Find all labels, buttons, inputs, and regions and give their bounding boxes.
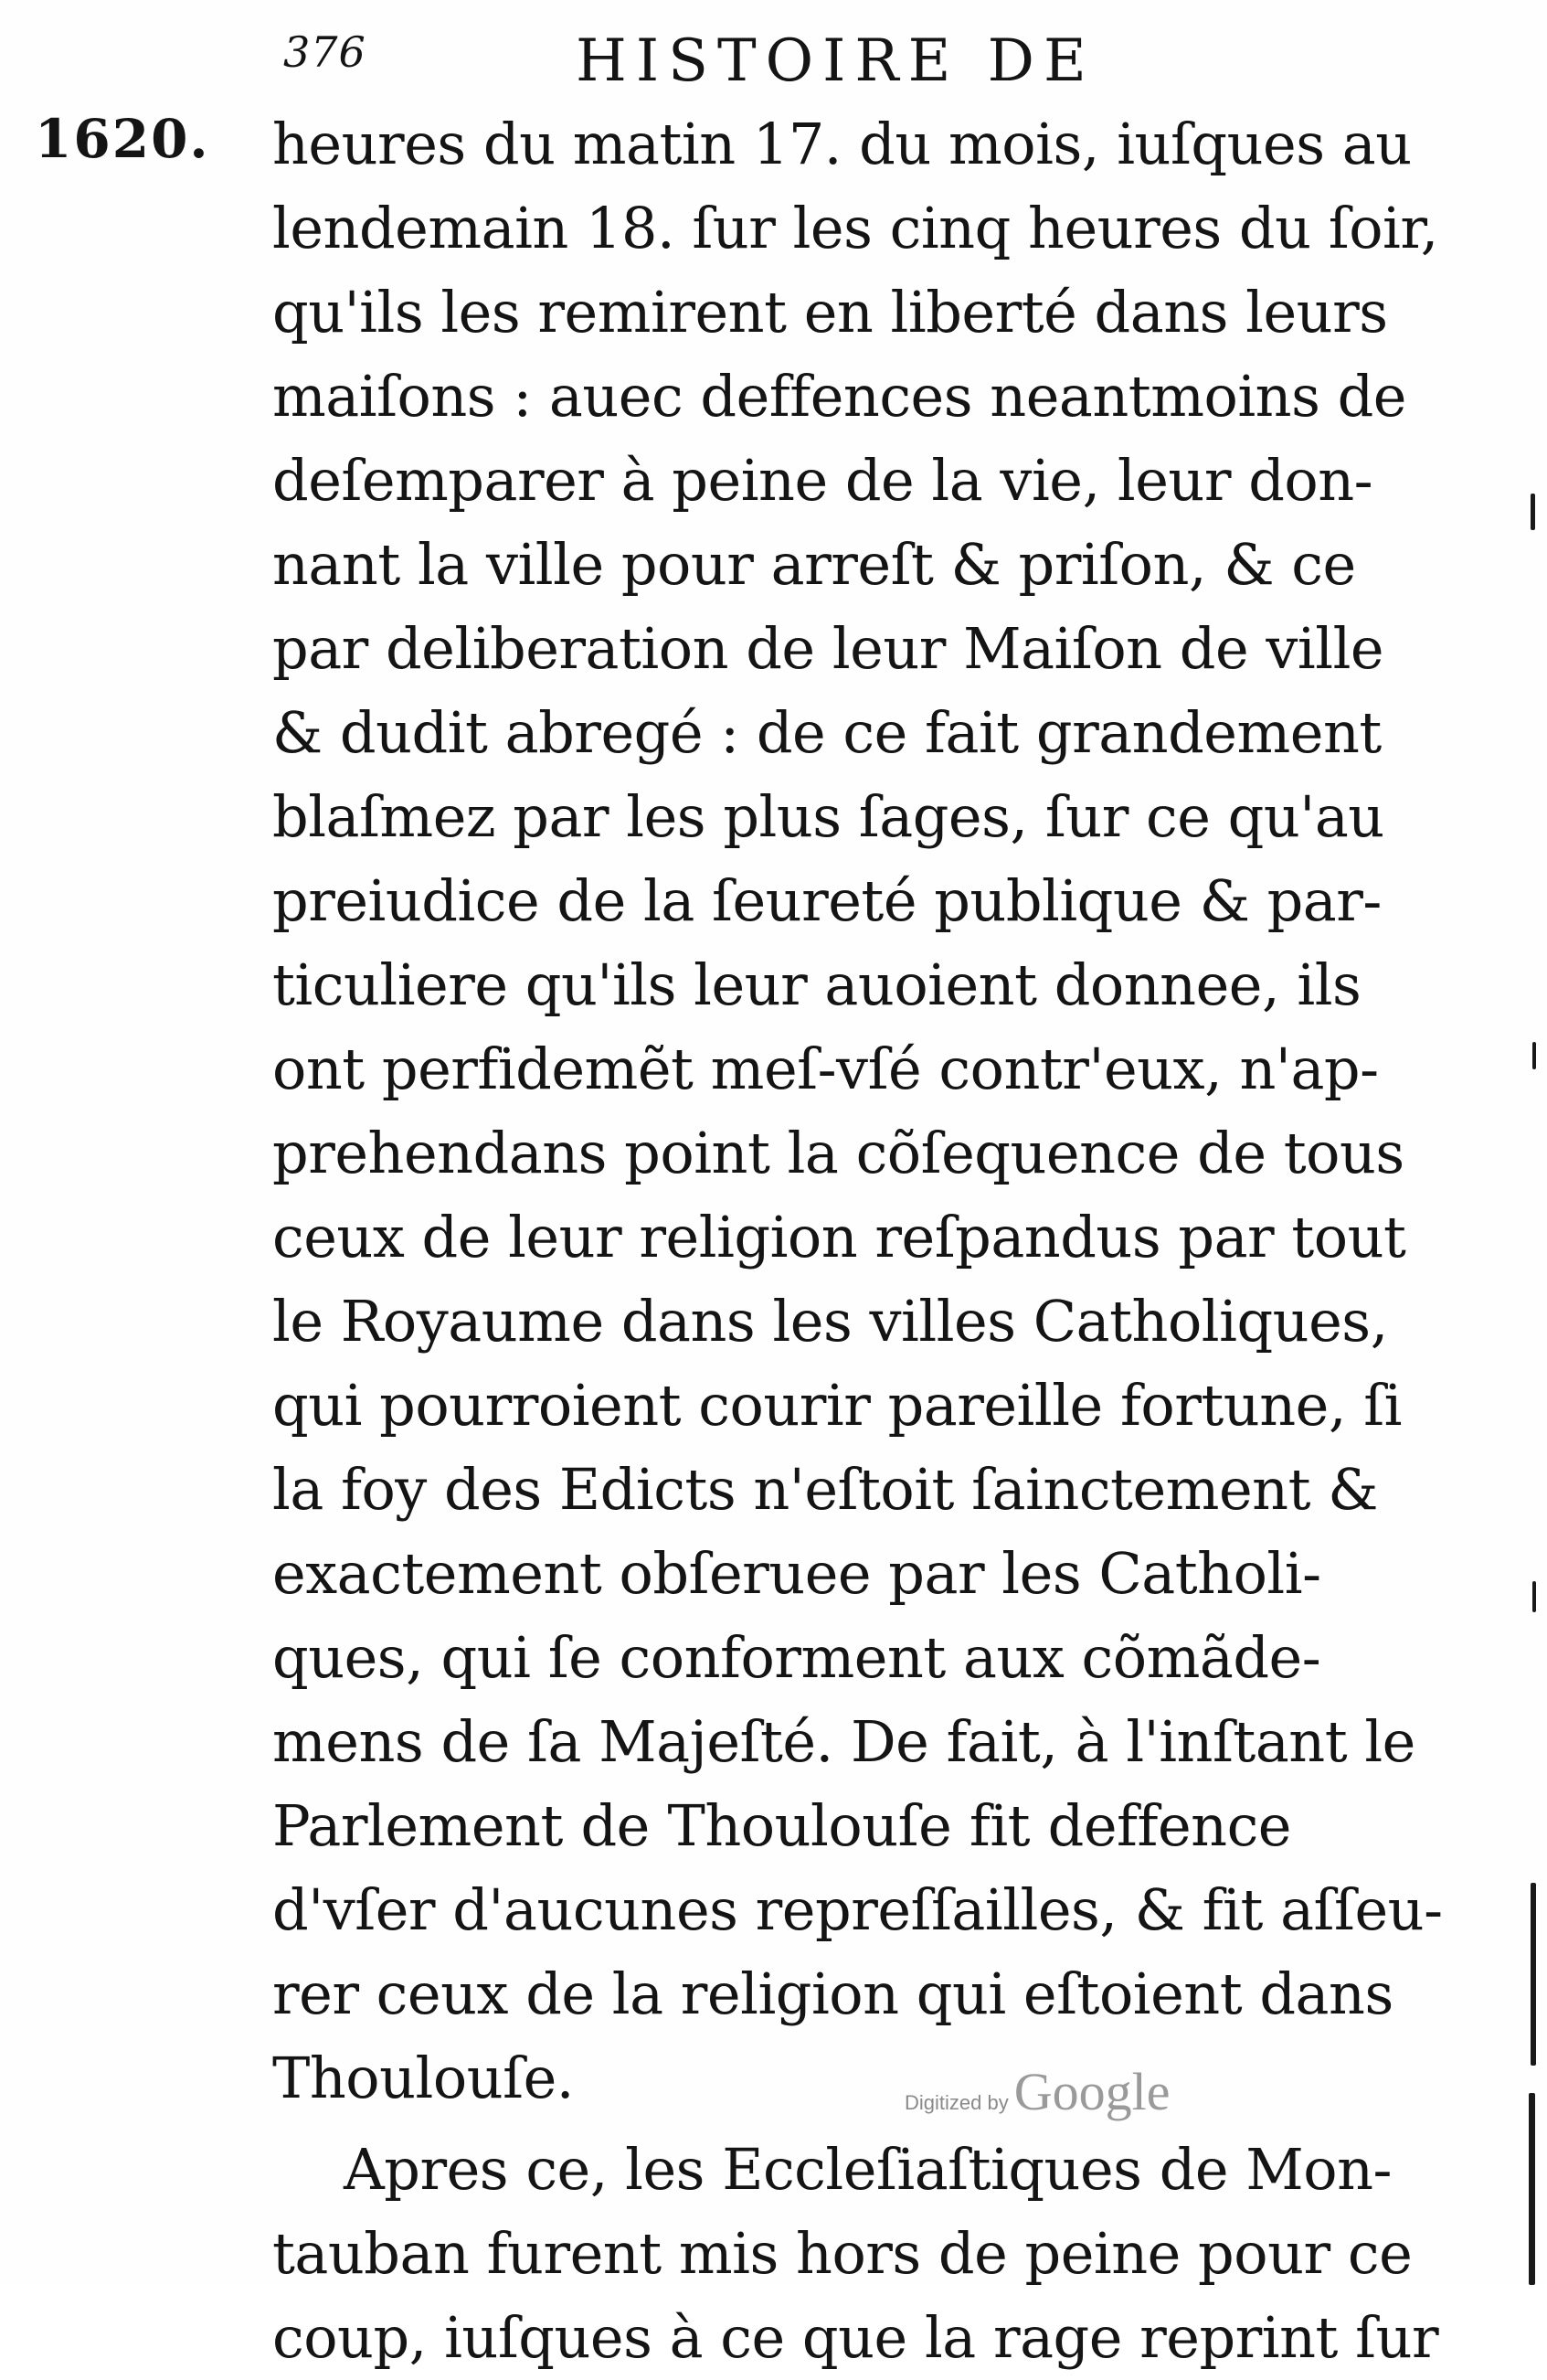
edge-mark <box>1532 1042 1536 1069</box>
text-line: & dudit abregé : de ce fait grandement <box>272 699 1382 766</box>
text-line: mens de ſa Majeſté. De fait, à l'inſtant le <box>272 1708 1415 1775</box>
google-logo: Google <box>1013 2062 1171 2121</box>
text-line: nant la ville pour arreſt & priſon, & ce <box>272 531 1356 598</box>
text-line: preiudice de la ſeureté publique & par- <box>272 867 1382 934</box>
page-number: 376 <box>283 27 366 77</box>
text-line: rer ceux de la religion qui eſtoient dans <box>272 1960 1393 2027</box>
text-line: la foy des Edicts n'eſtoit ſainctement & <box>272 1456 1378 1523</box>
watermark-prefix: Digitized by <box>905 2091 1009 2114</box>
text-line: par deliberation de leur Maiſon de ville <box>272 615 1384 682</box>
edge-mark <box>1532 1581 1536 1612</box>
text-line: Apres ce, les Eccleſiaſtiques de Mon- <box>344 2136 1392 2203</box>
text-body <box>272 102 1443 2380</box>
text-line: ont perfidemẽt meſ-vſé contr'eux, n'ap- <box>272 1036 1379 1102</box>
running-head: HISTOIRE DE <box>576 27 1096 95</box>
text-line: ticuliere qu'ils leur auoient donnee, ils <box>272 951 1362 1018</box>
text-line: Thoulouſe. <box>272 2045 574 2111</box>
text-line: le Royaume dans les villes Catholiques, <box>272 1288 1388 1355</box>
text-line: lendemain 18. ſur les cinq heures du ſoir, <box>272 195 1438 261</box>
text-line: Parlement de Thoulouſe fit deffence <box>272 1792 1291 1859</box>
text-line: qu'ils les remirent en liberté dans leurs <box>272 279 1388 345</box>
text-line: coup, iuſques à ce que la rage reprint ſur <box>272 2304 1439 2371</box>
edge-mark <box>1531 1883 1536 2066</box>
digitized-by-google-watermark <box>905 2061 1170 2122</box>
text-line: ques, qui ſe conforment aux cõmãde- <box>272 1624 1321 1691</box>
text-line: heures du matin 17. du mois, iuſques au <box>272 111 1412 177</box>
text-line: maiſons : auec deffences neantmoins de <box>272 363 1406 430</box>
text-line: qui pourroient courir pareille fortune, ſi <box>272 1372 1403 1439</box>
text-line: ceux de leur religion reſpandus par tout <box>272 1204 1406 1270</box>
margin-year-note: 1620. <box>35 108 210 170</box>
edge-mark <box>1531 494 1535 530</box>
text-line: tauban furent mis hors de peine pour ce <box>272 2220 1413 2287</box>
text-line: d'vſer d'aucunes repreſſailles, & fit aſſeu- <box>272 1876 1443 1943</box>
text-line: exactement obſeruee par les Catholi- <box>272 1540 1321 1607</box>
paragraph-1 <box>272 102 1443 2120</box>
page-edge-marks <box>1510 0 1547 2285</box>
edge-mark <box>1529 2093 1535 2285</box>
text-line: blaſmez par les plus ſages, ſur ce qu'au <box>272 783 1384 850</box>
text-line: deſemparer à peine de la vie, leur don- <box>272 447 1373 514</box>
paragraph-2 <box>272 2128 1439 2380</box>
text-line: prehendans point la cõſequence de tous <box>272 1120 1404 1186</box>
